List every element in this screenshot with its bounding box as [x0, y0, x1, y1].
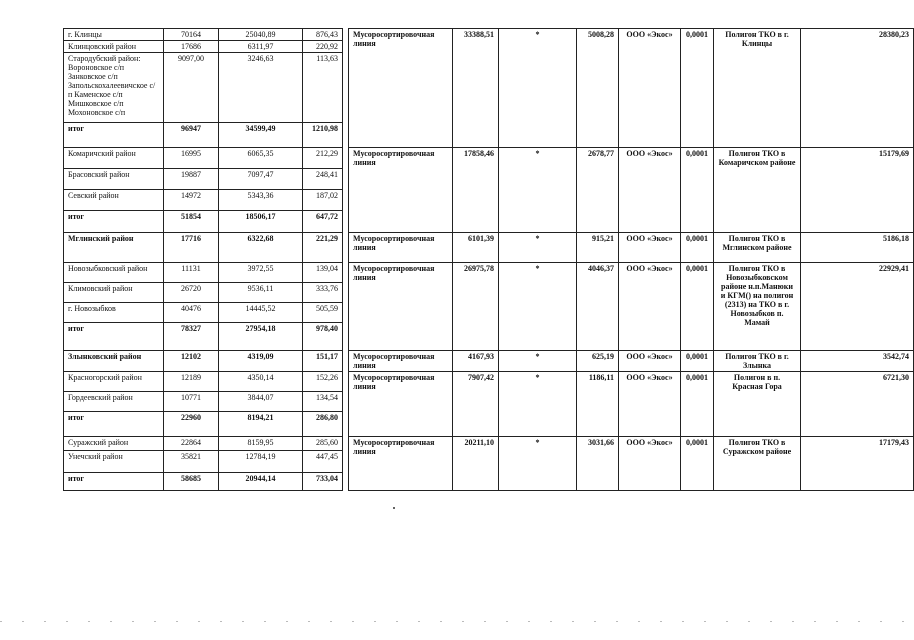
volume-cell: 6311,97	[219, 41, 303, 53]
table-row	[64, 392, 343, 412]
population-cell: 70164	[164, 29, 219, 41]
remainder-cell: 5186,18	[801, 233, 914, 263]
volume-cell: 6065,35	[219, 148, 303, 169]
total-label: итог	[64, 412, 164, 437]
table-row	[349, 351, 914, 372]
volume-cell: 20944,14	[219, 473, 303, 491]
remainder-cell: 3542,74	[801, 351, 914, 372]
district-name: Клинцовский район	[64, 41, 164, 53]
table-row	[64, 169, 343, 190]
facility-cell: Мусоросортировочная линия	[349, 351, 453, 372]
volume-cell: 6322,68	[219, 233, 303, 263]
facility-cell: Мусоросортировочная линия	[349, 372, 453, 437]
output-cell: 4046,37	[577, 263, 619, 351]
table-row	[64, 41, 343, 53]
district-name: г. Новозыбков	[64, 303, 164, 323]
mark-cell: *	[499, 148, 577, 233]
population-cell: 96947	[164, 123, 219, 148]
mass-cell: 152,26	[303, 372, 343, 392]
landfill-cell: Полигон ТКО в Мглинском районе	[714, 233, 801, 263]
population-cell: 11131	[164, 263, 219, 283]
mass-cell: 221,29	[303, 233, 343, 263]
coef-cell: 0,0001	[681, 437, 714, 491]
population-cell: 17686	[164, 41, 219, 53]
population-cell: 78327	[164, 323, 219, 351]
facility-cell: Мусоросортировочная линия	[349, 437, 453, 491]
mass-cell: 978,40	[303, 323, 343, 351]
remainder-cell: 6721,30	[801, 372, 914, 437]
operator-cell: ООО «Экос»	[619, 233, 681, 263]
volume-cell: 3246,63	[219, 53, 303, 123]
volume-cell: 8159,95	[219, 437, 303, 451]
landfill-cell: Полигон ТКО в Комаричском районе	[714, 148, 801, 233]
volume-cell: 5343,36	[219, 190, 303, 211]
mass-cell: 151,17	[303, 351, 343, 372]
mass-cell: 647,72	[303, 211, 343, 233]
total-row	[64, 233, 343, 263]
table-row	[349, 372, 914, 437]
total-label: итог	[64, 123, 164, 148]
scan-speck	[393, 507, 395, 509]
output-cell: 3031,66	[577, 437, 619, 491]
coef-cell: 0,0001	[681, 148, 714, 233]
mass-cell: 333,76	[303, 283, 343, 303]
remainder-cell: 22929,41	[801, 263, 914, 351]
population-cell: 35821	[164, 451, 219, 473]
mass-cell: 220,92	[303, 41, 343, 53]
district-name: г. Клинцы	[64, 29, 164, 41]
table-row	[64, 148, 343, 169]
landfill-cell: Полигон в п. Красная Гора	[714, 372, 801, 437]
districts-table	[63, 28, 343, 491]
population-cell: 51854	[164, 211, 219, 233]
coef-cell: 0,0001	[681, 372, 714, 437]
population-cell: 26720	[164, 283, 219, 303]
landfill-cell: Полигон ТКО в г. Клинцы	[714, 29, 801, 148]
total-label: итог	[64, 323, 164, 351]
remainder-cell: 15179,69	[801, 148, 914, 233]
population-cell: 17716	[164, 233, 219, 263]
district-name: Гордеевский район	[64, 392, 164, 412]
table-row	[64, 263, 343, 283]
volume-cell: 9536,11	[219, 283, 303, 303]
mass-cell: 113,63	[303, 53, 343, 123]
output-cell: 625,19	[577, 351, 619, 372]
volume-cell: 14445,52	[219, 303, 303, 323]
coef-cell: 0,0001	[681, 233, 714, 263]
total-row	[64, 211, 343, 233]
population-cell: 14972	[164, 190, 219, 211]
total-row	[64, 123, 343, 148]
district-name: Брасовский район	[64, 169, 164, 190]
mark-cell: *	[499, 29, 577, 148]
volume-cell: 27954,18	[219, 323, 303, 351]
operator-cell: ООО «Экос»	[619, 29, 681, 148]
mass-cell: 187,02	[303, 190, 343, 211]
coef-cell: 0,0001	[681, 351, 714, 372]
table-row	[349, 263, 914, 351]
input-cell: 33388,51	[453, 29, 499, 148]
output-cell: 915,21	[577, 233, 619, 263]
total-row	[64, 323, 343, 351]
facility-cell: Мусоросортировочная линия	[349, 263, 453, 351]
volume-cell: 4350,14	[219, 372, 303, 392]
population-cell: 40476	[164, 303, 219, 323]
table-row	[64, 303, 343, 323]
operator-cell: ООО «Экос»	[619, 372, 681, 437]
volume-cell: 18506,17	[219, 211, 303, 233]
mass-cell: 1210,98	[303, 123, 343, 148]
input-cell: 26975,78	[453, 263, 499, 351]
population-cell: 9097,00	[164, 53, 219, 123]
mass-cell: 248,41	[303, 169, 343, 190]
volume-cell: 3972,55	[219, 263, 303, 283]
scan-noise-line	[0, 621, 905, 622]
facilities-table	[348, 28, 914, 491]
operator-cell: ООО «Экос»	[619, 437, 681, 491]
district-name: Комаричский район	[64, 148, 164, 169]
district-name: Севский район	[64, 190, 164, 211]
output-cell: 5008,28	[577, 29, 619, 148]
mark-cell: *	[499, 372, 577, 437]
mark-cell: *	[499, 437, 577, 491]
mass-cell: 876,43	[303, 29, 343, 41]
coef-cell: 0,0001	[681, 29, 714, 148]
mass-cell: 733,04	[303, 473, 343, 491]
district-name: Суражский район	[64, 437, 164, 451]
volume-cell: 4319,09	[219, 351, 303, 372]
table-row	[349, 148, 914, 233]
table-row	[64, 29, 343, 41]
operator-cell: ООО «Экос»	[619, 351, 681, 372]
district-name: Новозыбковский район	[64, 263, 164, 283]
mark-cell: *	[499, 233, 577, 263]
volume-cell: 3844,07	[219, 392, 303, 412]
table-row	[64, 372, 343, 392]
population-cell: 12102	[164, 351, 219, 372]
table-row	[64, 53, 343, 123]
district-name: Унечский район	[64, 451, 164, 473]
operator-cell: ООО «Экос»	[619, 148, 681, 233]
volume-cell: 7097,47	[219, 169, 303, 190]
mass-cell: 285,60	[303, 437, 343, 451]
population-cell: 19887	[164, 169, 219, 190]
table-row	[64, 190, 343, 211]
mark-cell: *	[499, 263, 577, 351]
input-cell: 7907,42	[453, 372, 499, 437]
input-cell: 4167,93	[453, 351, 499, 372]
coef-cell: 0,0001	[681, 263, 714, 351]
mass-cell: 447,45	[303, 451, 343, 473]
population-cell: 16995	[164, 148, 219, 169]
remainder-cell: 28380,23	[801, 29, 914, 148]
landfill-cell: Полигон ТКО в Новозыбковском районе н.п.Манюки и КГМ() на полигон (2313) на ТКО в г. Новозыбков п. Мамай	[714, 263, 801, 351]
facility-cell: Мусоросортировочная линия	[349, 29, 453, 148]
volume-cell: 25040,89	[219, 29, 303, 41]
district-name: Красногорский район	[64, 372, 164, 392]
mass-cell: 505,59	[303, 303, 343, 323]
population-cell: 12189	[164, 372, 219, 392]
population-cell: 10771	[164, 392, 219, 412]
output-cell: 2678,77	[577, 148, 619, 233]
total-row	[64, 351, 343, 372]
total-label: итог	[64, 473, 164, 491]
input-cell: 17858,46	[453, 148, 499, 233]
district-name: Мглинский район	[64, 233, 164, 263]
mark-cell: *	[499, 351, 577, 372]
mass-cell: 286,80	[303, 412, 343, 437]
district-name: Климовский район	[64, 283, 164, 303]
population-cell: 22960	[164, 412, 219, 437]
district-name: Злынковский район	[64, 351, 164, 372]
operator-cell: ООО «Экос»	[619, 263, 681, 351]
mass-cell: 212,29	[303, 148, 343, 169]
total-row	[64, 473, 343, 491]
facility-cell: Мусоросортировочная линия	[349, 233, 453, 263]
landfill-cell: Полигон ТКО в г. Злынка	[714, 351, 801, 372]
mass-cell: 134,54	[303, 392, 343, 412]
population-cell: 58685	[164, 473, 219, 491]
landfill-cell: Полигон ТКО в Суражском районе	[714, 437, 801, 491]
total-label: итог	[64, 211, 164, 233]
table-row	[349, 29, 914, 148]
input-cell: 20211,10	[453, 437, 499, 491]
district-name: Стародубский район: Вороновское с/п Занковское с/п Запольскохалеевичское с/п Каменское с/п Мишковское с/п Мохоновское с/п	[64, 53, 164, 123]
mass-cell: 139,04	[303, 263, 343, 283]
input-cell: 6101,39	[453, 233, 499, 263]
table-row	[64, 283, 343, 303]
table-row	[349, 233, 914, 263]
volume-cell: 8194,21	[219, 412, 303, 437]
total-row	[64, 412, 343, 437]
volume-cell: 12784,19	[219, 451, 303, 473]
output-cell: 1186,11	[577, 372, 619, 437]
facility-cell: Мусоросортировочная линия	[349, 148, 453, 233]
population-cell: 22864	[164, 437, 219, 451]
table-row	[64, 437, 343, 451]
table-row	[64, 451, 343, 473]
volume-cell: 34599,49	[219, 123, 303, 148]
table-row	[349, 437, 914, 491]
remainder-cell: 17179,43	[801, 437, 914, 491]
